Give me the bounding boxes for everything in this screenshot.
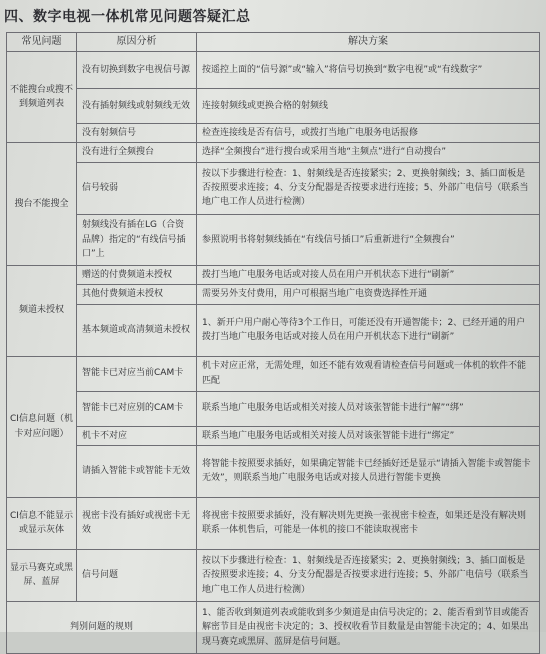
cause-cell: 赠送的付费频道未授权 [77, 265, 197, 284]
solution-cell: 将智能卡按照要求插好，如果确定智能卡已经插好还是显示“请插入智能卡或智能卡无效”，则联系当地广电服务电话或对接人员进行智能卡更换 [197, 445, 540, 497]
table-row [7, 304, 540, 356]
column-header: 常见问题 [7, 33, 77, 52]
solution-cell: 参照说明书将射频线插在“有线信号插口”后重新进行“全频搜台” [197, 214, 540, 265]
problem-category: 显示马赛克或黑屏、蓝屏 [7, 549, 77, 601]
solution-cell: 按遥控上面的“信号源”或“输入”将信号切换到“数字电视”或“有线数字” [197, 52, 540, 89]
table-row [7, 162, 540, 214]
problem-category: CI信息问题（机卡对应问题） [7, 356, 77, 497]
table-row [7, 214, 540, 265]
solution-cell: 联系当地广电服务电话或相关对接人员对该张智能卡进行“绑定” [197, 426, 540, 445]
cause-cell: 没有切换到数字电视信号源 [77, 52, 197, 89]
rule-text: 1、能否收到频道列表或能收到多少频道是由信号决定的；2、能否看到节目或能否解密节目是由视密卡决定的；3、授权收看节目数量是由智能卡决定的；4、如果出现马赛克或黑屏、蓝屏是信号问题。 [197, 601, 540, 653]
table-row [7, 356, 540, 391]
solution-cell: 连接射频线或更换合格的射频线 [197, 89, 540, 124]
cause-cell: 智能卡已对应别的CAM卡 [77, 391, 197, 426]
table-row [7, 426, 540, 445]
cause-cell: 信号较弱 [77, 162, 197, 214]
table-row [7, 124, 540, 143]
problem-category: 不能搜台或搜不到频道列表 [7, 52, 77, 143]
table-row [7, 549, 540, 601]
cause-cell: 没有插射频线或射频线无效 [77, 89, 197, 124]
cause-cell: 机卡不对应 [77, 426, 197, 445]
solution-cell: 按以下步骤进行检查：1、射频线是否连接紧实；2、更换射频线；3、插口面板是否按照要求连接；4、分支分配器是否按要求进行连接；5、外部广电信号（联系当地广电工作人员进行检测） [197, 549, 540, 601]
solution-cell: 机卡对应正常，无需处理，如还不能有效观看请检查信号问题或一体机的软件不能匹配 [197, 356, 540, 391]
page-title: 四、数字电视一体机常见问题答疑汇总 [4, 9, 251, 25]
cause-cell: 其他付费频道未授权 [77, 285, 197, 304]
solution-cell: 将视密卡按照要求插好，没有解决则先更换一张视密卡检查，如果还是没有解决则联系一体机售后，可能是一体机的接口不能读取视密卡 [197, 497, 540, 549]
solution-cell: 联系当地广电服务电话或相关对接人员对该张智能卡进行“解”“绑” [197, 391, 540, 426]
table-row [7, 89, 540, 124]
table-row [7, 497, 540, 549]
cause-cell: 射频线没有插在LG（合资品牌）指定的“有线信号插口”上 [77, 214, 197, 265]
table-header-row [7, 33, 540, 52]
solution-cell: 1、新开户用户耐心等待3个工作日，可能还没有开通智能卡；2、已经开通的用户拨打当地广电服务电话或对接人员在用户开机状态下进行“刷新” [197, 304, 540, 356]
problem-category: 搜台不能搜全 [7, 143, 77, 265]
problem-category: 频道未授权 [7, 265, 77, 356]
rule-label: 判别问题的规则 [7, 601, 197, 653]
table-row [7, 391, 540, 426]
cause-cell: 请插入智能卡或智能卡无效 [77, 445, 197, 497]
table-row [7, 285, 540, 304]
faq-table [6, 32, 540, 654]
table-row [7, 445, 540, 497]
cause-cell: 没有射频信号 [77, 124, 197, 143]
table-row [7, 265, 540, 284]
solution-cell: 拨打当地广电服务电话或对接人员在用户开机状态下进行“刷新” [197, 265, 540, 284]
cause-cell: 信号问题 [77, 549, 197, 601]
solution-cell: 需要另外支付费用，用户可根据当地广电资费选择性开通 [197, 285, 540, 304]
table-row [7, 143, 540, 162]
solution-cell: 检查连接线是否有信号，或拨打当地广电服务电话报修 [197, 124, 540, 143]
column-header: 原因分析 [77, 33, 197, 52]
cause-cell: 智能卡已对应当前CAM卡 [77, 356, 197, 391]
table-row [7, 52, 540, 89]
cause-cell: 视密卡没有插好或视密卡无效 [77, 497, 197, 549]
footer-row [7, 601, 540, 653]
cause-cell: 基本频道或高清频道未授权 [77, 304, 197, 356]
problem-category: CI信息不能显示或显示灰体 [7, 497, 77, 549]
solution-cell: 选择“全频搜台”进行搜台或采用当地“主频点”进行“自动搜台” [197, 143, 540, 162]
cause-cell: 没有进行全频搜台 [77, 143, 197, 162]
column-header: 解决方案 [197, 33, 540, 52]
solution-cell: 按以下步骤进行检查：1、射频线是否连接紧实；2、更换射频线；3、插口面板是否按照要求连接；4、分支分配器是否按要求进行连接；5、外部广电信号（联系当地广电工作人员进行检测） [197, 162, 540, 214]
